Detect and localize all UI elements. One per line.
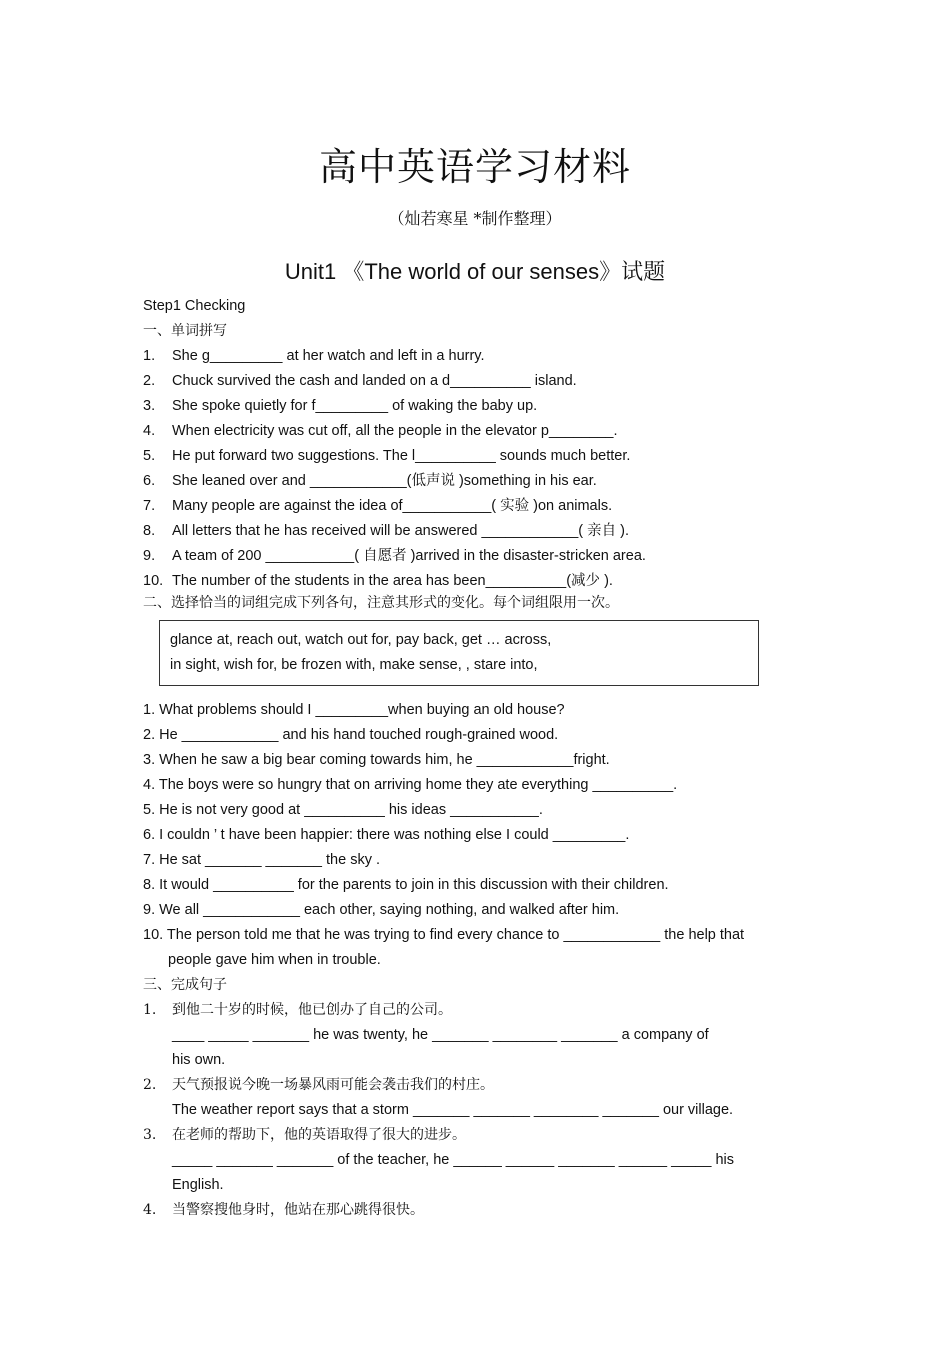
item-english: his own. [172, 1052, 226, 1068]
list-item: 10. The person told me that he was trying to find every chance to ____________ the help that [143, 927, 745, 943]
part1-heading: 一、单词拼写 [143, 323, 227, 339]
item-text: When electricity was cut off, all the people in the elevator p________. [172, 423, 618, 439]
item-text: He put forward two suggestions. The l__________ sounds much better. [172, 448, 631, 464]
item-number: 3. [143, 1127, 157, 1143]
item-text: The number of the students in the area has been__________(减少 ). [172, 573, 613, 589]
item-number: 9. [143, 548, 156, 564]
item-number: 5. [143, 448, 156, 464]
list-item: 2. He ____________ and his hand touched rough-grained wood. [143, 727, 559, 743]
list-item [143, 546, 808, 571]
page-subtitle: （灿若寒星 *制作整理） [388, 209, 562, 228]
list-item [143, 1000, 808, 1025]
part3-heading: 三、完成句子 [143, 977, 227, 993]
item-number: 1. [143, 348, 156, 364]
item-english: The weather report says that a storm _______ _______ ________ _______ our village. [172, 1102, 734, 1118]
item-text: She g_________ at her watch and left in a hurry. [172, 348, 485, 364]
item-english: _____ _______ _______ of the teacher, he ______ ______ _______ ______ _____ his [172, 1152, 734, 1168]
item-english: ____ _____ _______ he was twenty, he _______ ________ _______ a company of [172, 1027, 709, 1043]
list-item: 6. I couldn ’ t have been happier: there was nothing else I could _________. [143, 827, 630, 843]
item-text: A team of 200 ___________( 自愿者 )arrived in the disaster-stricken area. [172, 548, 646, 564]
list-item: 9. We all ____________ each other, saying nothing, and walked after him. [143, 902, 620, 918]
item-number: 1. [143, 1002, 157, 1018]
list-item: 3. When he saw a big bear coming towards him, he ____________fright. [143, 752, 610, 768]
part2-list [143, 700, 808, 975]
part1-list [143, 346, 808, 593]
list-item [143, 571, 808, 593]
item-number: 2. [143, 1077, 157, 1093]
item-number: 4. [143, 1202, 157, 1218]
list-item [143, 496, 808, 521]
item-number: 2. [143, 373, 156, 389]
page-title: 高中英语学习材料 [318, 145, 631, 189]
item-chinese: 在老师的帮助下，他的英语取得了很大的进步。 [172, 1127, 466, 1143]
list-item [143, 396, 808, 421]
item-text: Chuck survived the cash and landed on a d__________ island. [172, 373, 577, 389]
list-item [143, 346, 808, 371]
item-chinese: 到他二十岁的时候，他已创办了自己的公司。 [172, 1002, 452, 1018]
list-item [143, 1075, 808, 1100]
list-item-continuation: people gave him when in trouble. [168, 952, 381, 968]
phrase-box [159, 620, 759, 686]
phrase-box-line: in sight, wish for, be frozen with, make sense, , stare into, [170, 657, 538, 673]
item-chinese: 当警察搜他身时，他站在那心跳得很快。 [172, 1202, 424, 1218]
list-item [143, 471, 808, 496]
part3-list [143, 1000, 808, 1225]
phrase-box-line: glance at, reach out, watch out for, pay back, get … across, [170, 632, 552, 648]
list-item [143, 371, 808, 396]
list-item: 5. He is not very good at __________ his ideas ___________. [143, 802, 543, 818]
item-number: 7. [143, 498, 156, 514]
list-item: 1. What problems should I _________when buying an old house? [143, 702, 565, 718]
item-number: 10. [143, 573, 164, 589]
item-number: 8. [143, 523, 156, 539]
item-number: 4. [143, 423, 156, 439]
worksheet-content [143, 296, 808, 1225]
item-number: 6. [143, 473, 156, 489]
step-heading: Step1 Checking [143, 298, 246, 314]
list-item [143, 1200, 808, 1225]
list-item: 8. It would __________ for the parents to join in this discussion with their children. [143, 877, 669, 893]
item-text: All letters that he has received will be answered ____________( 亲自 ). [172, 523, 630, 539]
list-item [143, 421, 808, 446]
list-item [143, 446, 808, 471]
list-item: 7. He sat _______ _______ the sky . [143, 852, 381, 868]
item-number: 3. [143, 398, 156, 414]
item-english: English. [172, 1177, 224, 1193]
item-chinese: 天气预报说今晚一场暴风雨可能会袭击我们的村庄。 [172, 1077, 494, 1093]
item-text: She leaned over and ____________(低声说 )something in his ear. [172, 473, 597, 489]
unit-title: Unit1 《The world of our senses》试题 [284, 259, 666, 284]
part2-heading: 二、选择恰当的词组完成下列各句，注意其形式的变化。每个词组限用一次。 [143, 595, 619, 611]
list-item: 4. The boys were so hungry that on arriving home they ate everything __________. [143, 777, 678, 793]
item-text: Many people are against the idea of___________( 实验 )on animals. [172, 498, 613, 514]
list-item [143, 521, 808, 546]
item-text: She spoke quietly for f_________ of waking the baby up. [172, 398, 538, 414]
list-item [143, 1125, 808, 1150]
